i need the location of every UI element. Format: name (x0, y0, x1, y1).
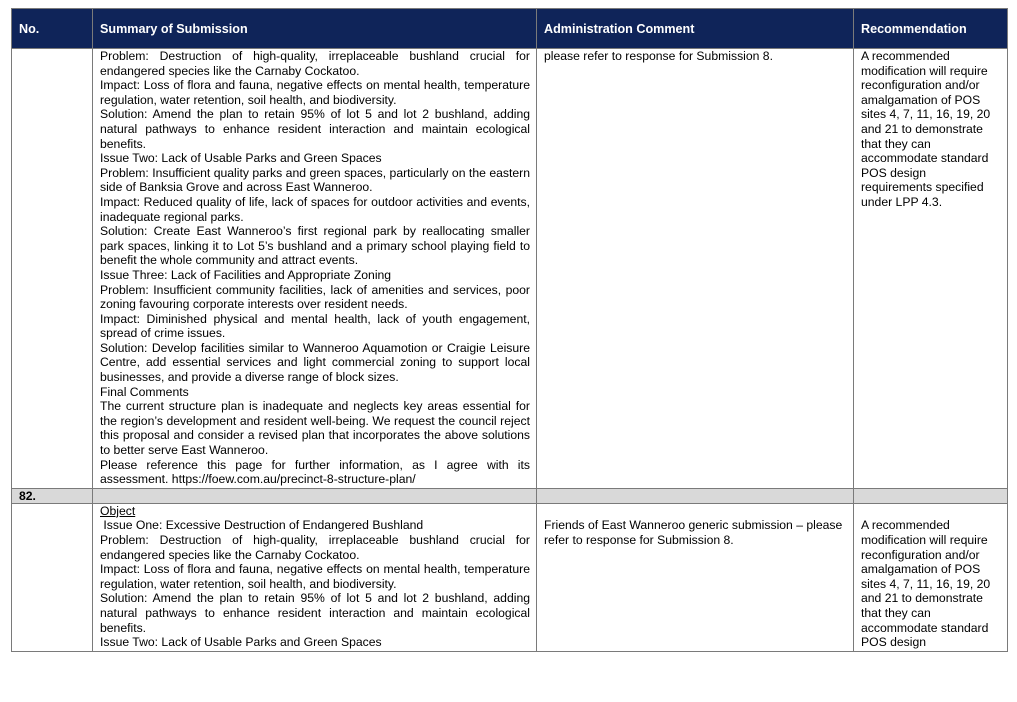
submissions-table (11, 8, 1008, 652)
summary-line: Issue Two: Lack of Usable Parks and Green Spaces (100, 635, 382, 650)
recommendation-cell (854, 49, 1008, 489)
summary-line: Issue Three: Lack of Facilities and Appropriate Zoning (100, 267, 392, 282)
table-row (12, 49, 1008, 489)
object-label: Object (100, 503, 136, 518)
summary-line: Issue Two: Lack of Usable Parks and Green Spaces (100, 151, 382, 166)
summary-cell (93, 503, 537, 651)
summary-line: Problem: Destruction of high-quality, irreplaceable bushland crucial for endangered species like the Carnaby Cockatoo. (100, 533, 530, 562)
summary-cell (93, 49, 537, 489)
recommendation-text: A recommended modification will require reconfiguration and/or amalgamation of POS sites 4, 7, 11, 16, 19, 20 and 21 to demonstrate that they can accommodate standard POS design (861, 518, 991, 650)
header-no: No. (12, 9, 93, 49)
summary-line: Problem: Insufficient community facilities, lack of amenities and services, poor zoning favouring corporate interests over resident needs. (100, 282, 530, 312)
summary-line: Problem: Destruction of high-quality, irreplaceable bushland crucial for endangered species like the Carnaby Cockatoo. (100, 49, 530, 78)
admin-comment-text: Friends of East Wanneroo generic submission – please refer to response for Submission 8. (544, 518, 843, 547)
submission-number-row (12, 488, 1008, 503)
summary-line: Solution: Amend the plan to retain 95% of lot 5 and lot 2 bushland, adding natural pathways to enhance resident interaction and maintain ecological benefits. (100, 107, 530, 151)
recommendation-text: A recommended modification will require reconfiguration and/or amalgamation of POS sites 4, 7, 11, 16, 19, 20 and 21 to demonstrate that they can accommodate standard POS design requirements specified under LPP 4.3. (861, 49, 991, 209)
summary-line: The current structure plan is inadequate and neglects key areas essential for the region’s development and resident well-being. We request the council reject this proposal and consider a revised plan that incorporates the above solutions to better serve East Wanneroo. (100, 399, 530, 458)
summary-line: Solution: Amend the plan to retain 95% of lot 5 and lot 2 bushland, adding natural pathways to enhance resident interaction and maintain ecological benefits. (100, 591, 530, 635)
summary-line: Solution: Develop facilities similar to Wanneroo Aquamotion or Craigie Leisure Centre, add essential services and light commercial zoning to support local businesses, and provide a diverse range of block sizes. (100, 340, 530, 385)
table-row (12, 503, 1008, 651)
header-recommendation: Recommendation (854, 9, 1008, 49)
row-number-cell (12, 49, 93, 489)
summary-line: Solution: Create East Wanneroo’s first regional park by reallocating smaller park spaces, linking it to Lot 5’s bushland and a primary school playing field to benefit the whole community and attract events. (100, 224, 530, 268)
summary-line: Final Comments (100, 384, 189, 399)
row-number-cell (12, 503, 93, 651)
summary-line: Problem: Insufficient quality parks and green spaces, particularly on the eastern side of Banksia Grove and across East Wanneroo. (100, 165, 530, 195)
recommendation-cell (854, 503, 1008, 651)
header-admin-comment: Administration Comment (537, 9, 854, 49)
submission-number: 82. (12, 488, 93, 503)
admin-comment-cell (537, 49, 854, 489)
header-row (12, 9, 1008, 49)
summary-line: Impact: Loss of flora and fauna, negative effects on mental health, temperature regulation, water retention, soil health, and biodiversity. (100, 78, 530, 107)
summary-line: Impact: Loss of flora and fauna, negative effects on mental health, temperature regulation, water retention, soil health, and biodiversity. (100, 562, 530, 591)
summary-line: Impact: Reduced quality of life, lack of spaces for outdoor activities and events, inadequate regional parks. (100, 194, 530, 224)
admin-comment-cell (537, 503, 854, 651)
admin-comment-text: please refer to response for Submission 8. (544, 49, 773, 63)
summary-line: Impact: Diminished physical and mental health, lack of youth engagement, spread of crime issues. (100, 311, 530, 341)
summary-line: Please reference this page for further information, as I agree with its assessment. https://foew.com.au/precinct-8-structure-plan/ (100, 457, 530, 487)
summary-line: Issue One: Excessive Destruction of Endangered Bushland (100, 518, 424, 533)
header-summary: Summary of Submission (93, 9, 537, 49)
